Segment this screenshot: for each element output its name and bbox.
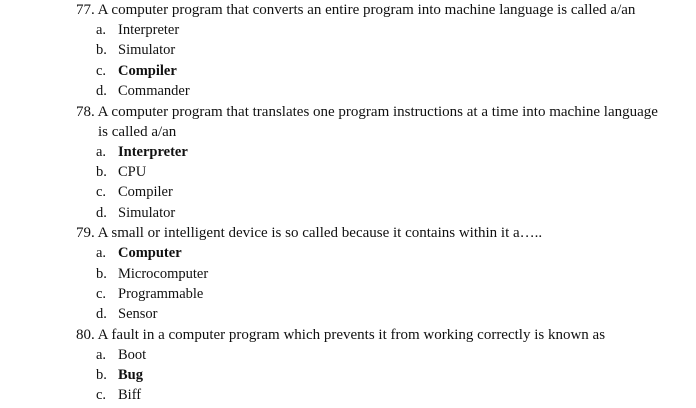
option-78-c [0,182,696,202]
option-letter: c. [96,285,107,302]
option-letter: a. [96,245,107,262]
option-text: Commander [118,83,190,100]
option-letter: d. [96,204,107,221]
option-letter: a. [96,346,107,363]
option-letter: c. [96,387,107,404]
option-text: Compiler [118,184,173,201]
option-77-a [0,20,696,40]
option-78-d [0,203,696,223]
option-letter: a. [96,143,107,160]
option-text: Simulator [118,204,176,221]
option-letter: c. [96,184,107,201]
question-78-stem: 78. A computer program that translates one program instructions at a time into machine language is called a/an [76,103,658,140]
option-80-b-answer [0,365,696,385]
option-text: Interpreter [118,143,188,160]
option-text: Compiler [118,62,177,79]
option-text: Programmable [118,285,204,302]
question-79-stem: 79. A small or intelligent device is so called because it contains within it a….. [76,225,543,242]
option-letter: a. [96,22,107,38]
option-text: Simulator [118,42,176,59]
option-78-a-answer [0,142,696,162]
option-letter: d. [96,306,107,323]
option-79-a-answer [0,243,696,263]
option-78-b [0,162,696,182]
option-letter: d. [96,83,107,100]
option-79-d [0,304,696,324]
option-letter: b. [96,265,107,282]
option-letter: b. [96,163,107,180]
option-text: Microcomputer [118,265,209,282]
option-letter: c. [96,62,107,79]
option-text: Biff [118,387,142,404]
option-text: Computer [118,245,182,262]
question-80-stem: 80. A fault in a computer program which prevents it from working correctly is known as [76,326,606,343]
option-77-b [0,40,696,60]
option-text: Sensor [118,306,158,323]
option-text: Bug [118,367,143,384]
option-letter: b. [96,367,107,384]
option-77-d [0,81,696,101]
option-letter: b. [96,42,107,59]
option-80-a [0,345,696,365]
option-80-c [0,385,696,405]
option-79-c [0,284,696,304]
option-text: Interpreter [118,22,180,38]
option-77-c-answer [0,61,696,81]
option-text: Boot [118,346,147,363]
option-text: CPU [118,163,147,180]
option-79-b [0,264,696,284]
question-77-stem: 77. A computer program that converts an entire program into machine language is called a/an [76,2,636,18]
